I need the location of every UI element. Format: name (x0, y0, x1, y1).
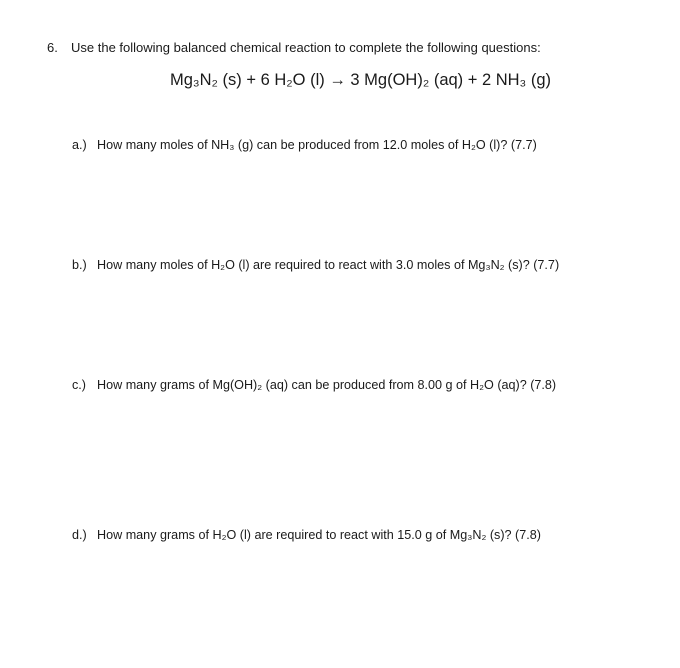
sub-question-text: How many grams of Mg(OH)₂ (aq) can be produced from 8.00 g of H₂O (aq)? (7.8) (97, 378, 557, 392)
sub-question-label: d.) (72, 528, 87, 542)
sub-question-text: How many grams of H₂O (l) are required to react with 15.0 g of Mg₃N₂ (s)? (7.8) (97, 528, 541, 542)
sub-question-label: b.) (72, 258, 87, 272)
sub-question-text: How many moles of H₂O (l) are required to react with 3.0 moles of Mg₃N₂ (s)? (7.7) (97, 258, 560, 272)
sub-question-text: How many moles of NH₃ (g) can be produced from 12.0 moles of H₂O (l)? (7.7) (97, 138, 537, 152)
question-number: 6. (47, 40, 58, 55)
question-stem: Use the following balanced chemical reaction to complete the following questions: (71, 40, 541, 55)
sub-question-label: c.) (72, 378, 86, 392)
chemical-equation: Mg₃N₂ (s) + 6 H₂O (l) → 3 Mg(OH)₂ (aq) + 2 NH₃ (g) (170, 71, 552, 89)
sub-question-label: a.) (72, 138, 87, 152)
